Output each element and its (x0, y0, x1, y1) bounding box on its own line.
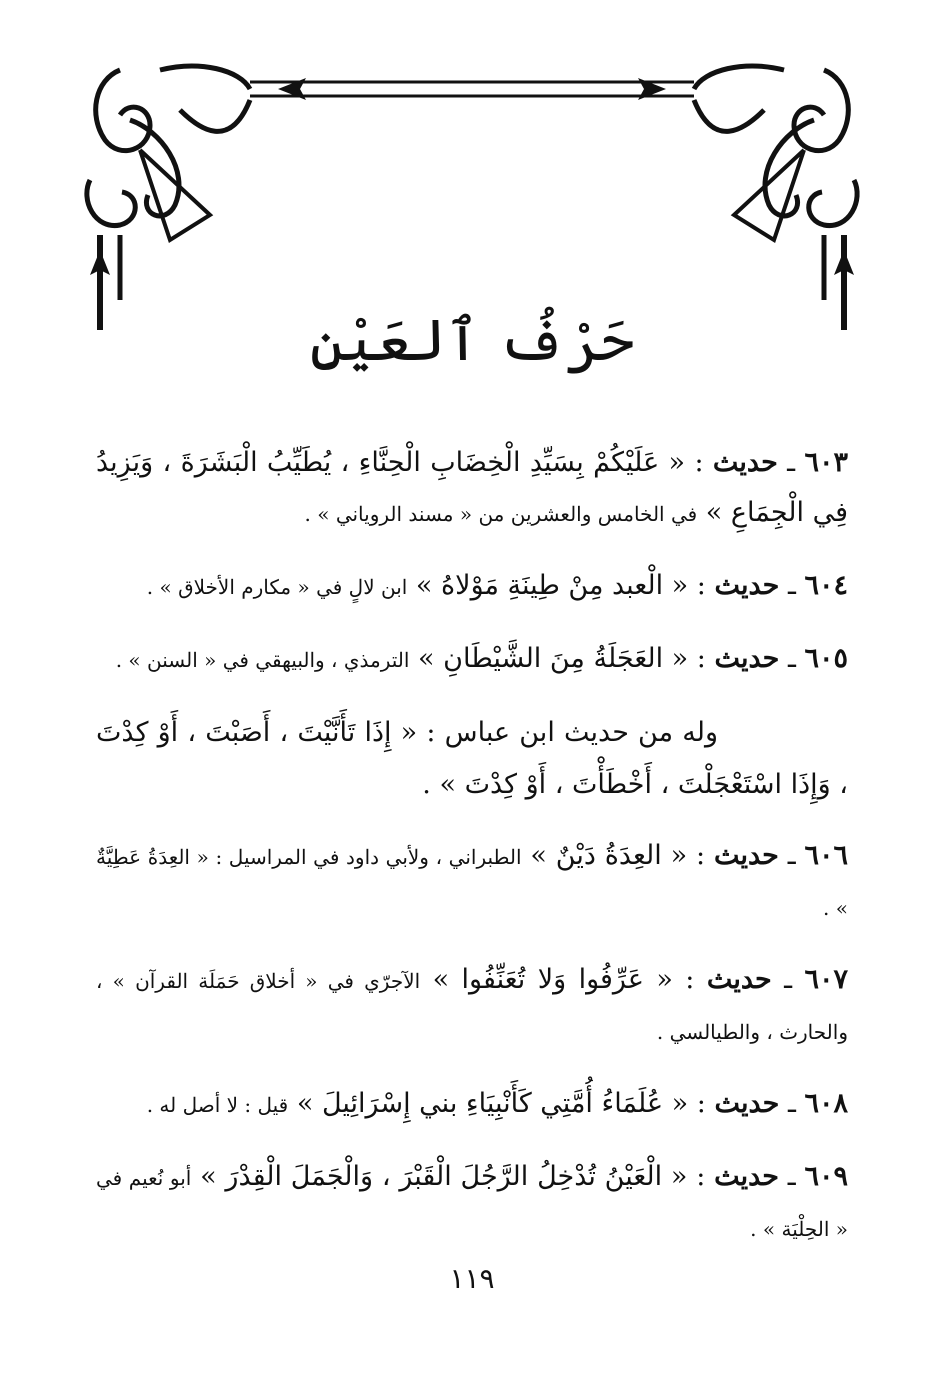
hadith-text: « عَلَيْكُمْ بِسَيِّدِ الْخِضَابِ الْحِنَّاءِ ، يُطَيِّبُ الْبَشَرَةَ ، وَيَزِيدُ فِي الْجِمَاعِ » (96, 447, 848, 528)
entry-keyword: حديث (714, 570, 780, 601)
hadith-entry-603 (96, 438, 848, 539)
entry-keyword: حديث (714, 1161, 779, 1192)
hadith-entry-609 (96, 1152, 848, 1254)
entry-dash: ـ (787, 570, 796, 601)
entry-dash: ـ (787, 447, 796, 478)
entry-keyword: حديث (706, 964, 772, 995)
hadith-text: « عُلَمَاءُ أُمَّتِي كَأَنْبِيَاءِ بني إِسْرَائِيلَ » (296, 1088, 689, 1119)
entry-number: ٦٠٤ (804, 570, 848, 601)
corner-ornament-right (694, 66, 857, 330)
hadith-list (96, 438, 848, 1276)
hadith-text: « العَجَلَةُ مِنَ الشَّيْطَانِ » (418, 643, 689, 674)
entry-colon: : (685, 964, 695, 995)
entry-number: ٦٠٦ (804, 840, 848, 871)
hadith-text: « عَرِّفُوا وَلا تُعَنِّفُوا » (432, 964, 673, 995)
page-title: حَرْفُ ٱلعَيْنِ (309, 306, 635, 374)
ibn-abbas-paragraph: وله من حديث ابن عباس : « إِذَا تَأَنَّيْتَ ، أَصَبْتَ ، أَوْ كِدْتَ ، وَإِذَا اسْتَعْجَلْتَ ، أَخْطَأْتَ ، أَوْ كِدْتَ » . (96, 717, 848, 800)
entry-colon: : (696, 1088, 706, 1119)
page-number: ١١٩ (449, 1262, 495, 1295)
entry-colon: : (694, 447, 704, 478)
entry-dash: ـ (787, 1088, 796, 1119)
entry-dash: ـ (787, 840, 796, 871)
entry-number: ٦٠٩ (804, 1161, 848, 1192)
hadith-source: قيل : لا أصل له . (146, 1093, 289, 1117)
hadith-entry-606 (96, 831, 848, 933)
hadith-source: الطبراني ، ولأبي داود في المراسيل : « العِدَةُ عَطِيَّةٌ » . (96, 845, 848, 920)
top-bar (250, 78, 694, 100)
entry-colon: : (696, 643, 706, 674)
entry-colon: : (696, 1161, 706, 1192)
entry-number: ٦٠٣ (804, 447, 848, 478)
entry-dash: ـ (784, 964, 793, 995)
entry-colon: : (696, 570, 706, 601)
hadith-source: ابن لالٍ في « مكارم الأخلاق » . (146, 575, 408, 599)
hadith-entry-604 (96, 561, 848, 612)
entry-number: ٦٠٨ (804, 1088, 848, 1119)
hadith-entry-608 (96, 1079, 848, 1130)
entry-keyword: حديث (714, 643, 780, 674)
hadith-source: الآجرّي في « أخلاق حَمَلَة القرآن » ، والحارث ، والطيالسي . (96, 969, 848, 1044)
hadith-entry-605 (96, 634, 848, 685)
hadith-entry-607 (96, 955, 848, 1057)
entry-dash: ـ (787, 1161, 796, 1192)
hadith-source: أبو نُعيم في « الحِلْيَة » . (96, 1166, 848, 1241)
hadith-source: الترمذي ، والبيهقي في « السنن » . (115, 648, 410, 672)
hadith-text: « العِدَةُ دَيْنٌ » (530, 840, 688, 871)
entry-number: ٦٠٧ (804, 964, 848, 995)
entry-colon: : (696, 840, 706, 871)
hadith-source: في الخامس والعشرين من « مسند الروياني » . (304, 502, 698, 526)
hadith-text: « الْعَيْنُ تُدْخِلُ الرَّجُلَ الْقَبْرَ ، وَالْجَمَلَ الْقِدْرَ » (200, 1161, 688, 1192)
entry-keyword: حديث (713, 840, 779, 871)
corner-ornament-left (87, 66, 250, 330)
entry-keyword: حديث (714, 1088, 780, 1119)
entry-dash: ـ (787, 643, 796, 674)
entry-keyword: حديث (712, 447, 778, 478)
entry-number: ٦٠٥ (804, 643, 848, 674)
hadith-text: « الْعبد مِنْ طِينَةِ مَوْلاهُ » (415, 570, 689, 601)
